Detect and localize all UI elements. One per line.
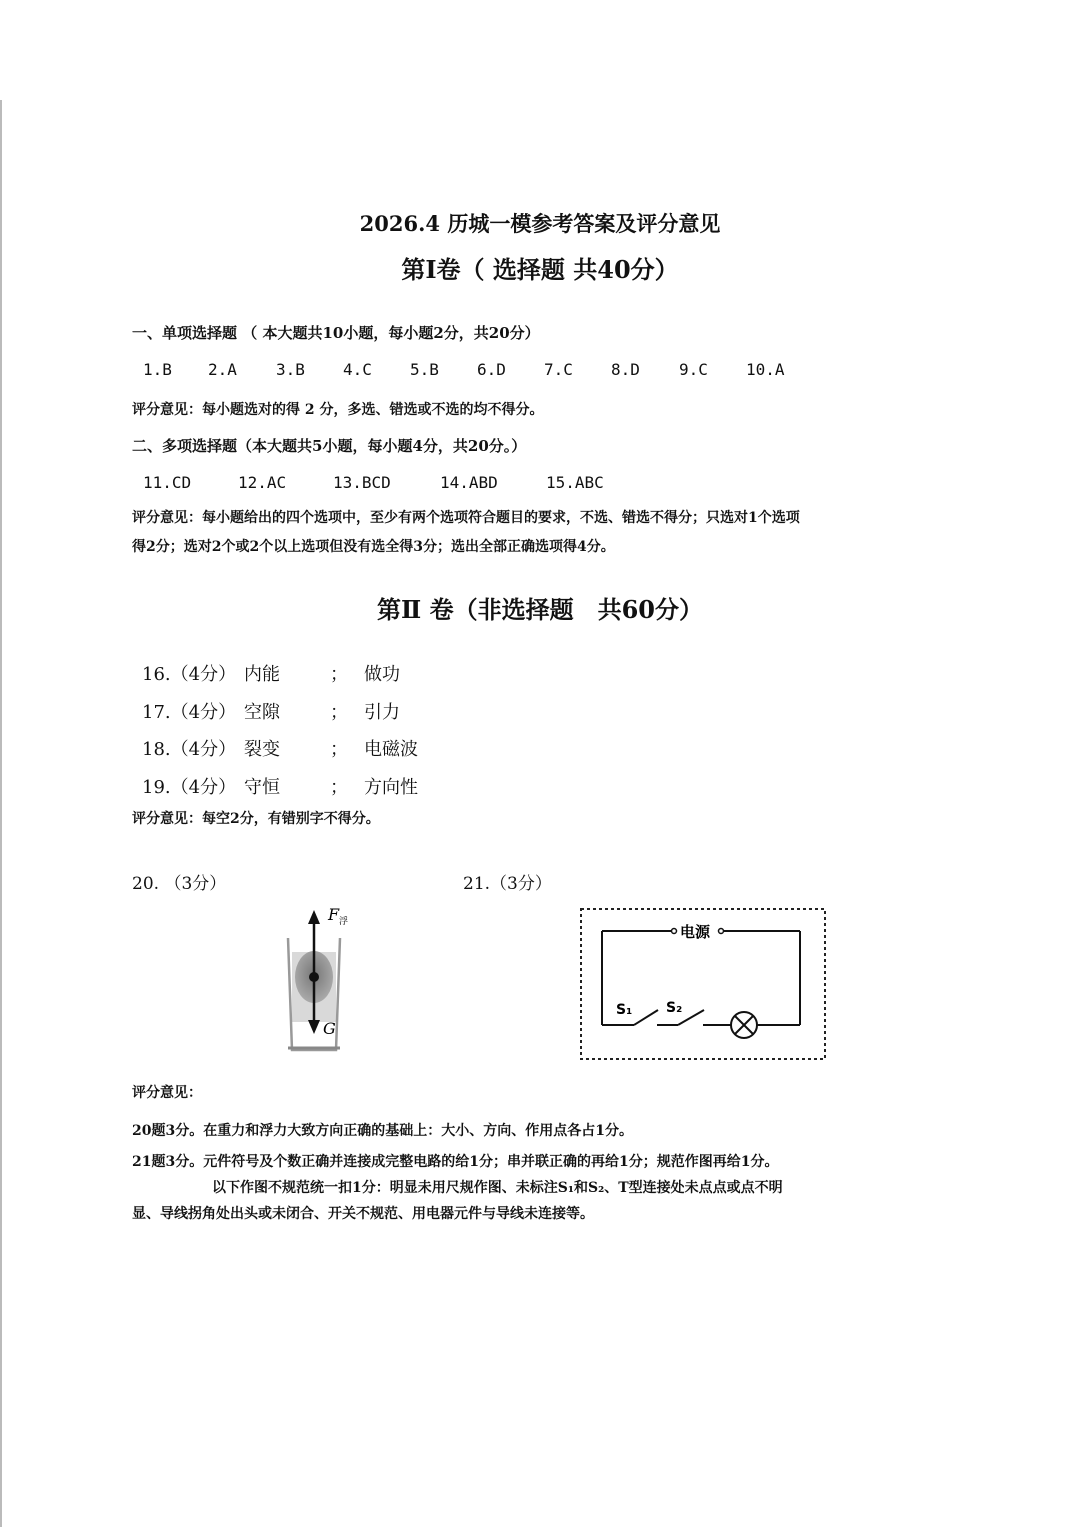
fill-item-answer-a: 守恒 [244,777,280,798]
answer-6: 6.D [477,360,506,379]
volume2-heading: 第Ⅱ 卷（非选择题 共60分） [377,595,703,624]
switch-s2-label: S₂ [666,1000,683,1016]
answer-4: 4.C [343,360,372,379]
source-terminal-right [719,929,724,934]
fill-item-answer-a: 裂变 [244,739,280,760]
source-terminal-left [672,929,677,934]
power-source-label: 电源 [680,923,711,941]
answer-2: 2.A [208,360,237,379]
switch-s1 [634,1010,658,1025]
answer-12: 12.AC [238,473,287,492]
comment-q21: 21题3分。元件符号及个数正确并连接成完整电路的给1分；串并联正确的再给1分；规范作图再给1分。 [132,1154,779,1170]
fill-item-separator: ； [330,702,348,723]
gravity-label: G [323,1019,336,1038]
section1-note: 评分意见：每小题选对的得 2 分，多选、错选或不选的均不得分。 [132,402,544,418]
q21-label: 21.（3分） [463,874,552,894]
answer-8: 8.D [611,360,640,379]
section2-note-line1: 评分意见：每小题给出的四个选项中，至少有两个选项符合题目的要求，不选、错选不得分；只选对1个选项 [132,510,800,526]
fill-item-16 [142,660,400,686]
comment-heading: 评分意见： [132,1085,202,1101]
volume1-heading: 第Ⅰ卷（ 选择题 共40分） [401,255,679,284]
comment-q21-deduction-line2: 显、导线拐角处出头或未闭合、开关不规范、用电器元件与导线未连接等。 [132,1206,594,1222]
section2-note-line2: 得2分；选对2个或2个以上选项但没有选全得3分；选出全部正确选项得4分。 [132,539,615,555]
switch-s1-label: S₁ [616,1002,633,1018]
answer-7: 7.C [544,360,573,379]
answer-11: 11.CD [143,473,192,492]
fill-item-answer-a: 内能 [244,664,280,685]
fill-item-number: 16.（4分） [142,664,237,685]
fill-item-number: 18.（4分） [142,739,237,760]
fill-item-answer-b: 引力 [364,702,400,723]
fill-item-separator: ； [330,664,348,685]
fill-item-number: 17.（4分） [142,702,237,723]
section2-heading: 二、多项选择题（本大题共5小题，每小题4分，共20分。） [132,437,527,455]
buoyancy-label: F [328,905,340,924]
answer-15: 15.ABC [546,473,604,492]
answer-10: 10.A [746,360,785,379]
buoyancy-arrowhead [308,910,320,924]
fill-item-answer-b: 电磁波 [364,739,418,760]
section1-heading: 一、单项选择题 （ 本大题共10小题，每小题2分，共20分） [132,324,540,342]
answer-9: 9.C [679,360,708,379]
fill-item-separator: ； [330,739,348,760]
fill-item-number: 19.（4分） [142,777,237,798]
answer-3: 3.B [276,360,305,379]
q21-circuit-diagram [578,906,828,1062]
comment-q20: 20题3分。在重力和浮力大致方向正确的基础上：大小、方向、作用点各占1分。 [132,1123,633,1139]
fill-item-19 [142,773,418,799]
comment-q21-deduction-line1: 以下作图不规范统一扣1分：明显未用尺规作图、未标注S₁和S₂、T型连接处未点点或点不明 [212,1180,783,1196]
fill-item-17 [142,698,400,724]
fill-item-answer-b: 做功 [364,664,400,685]
buoyancy-subscript: 浮 [339,917,349,927]
gravity-arrowhead [308,1020,320,1034]
answer-14: 14.ABD [440,473,498,492]
fill-item-answer-a: 空隙 [244,702,280,723]
q20-force-diagram [270,900,370,1065]
fill-note: 评分意见：每空2分，有错别字不得分。 [132,811,380,827]
q20-label: 20. （3分） [132,874,227,894]
page-title: 2026.4 历城一模参考答案及评分意见 [359,211,721,236]
answer-1: 1.B [143,360,172,379]
fill-item-answer-b: 方向性 [364,777,418,798]
page-edge [0,100,2,1527]
answer-5: 5.B [410,360,439,379]
fill-item-18 [142,735,418,761]
fill-item-separator: ； [330,777,348,798]
answer-13: 13.BCD [333,473,391,492]
